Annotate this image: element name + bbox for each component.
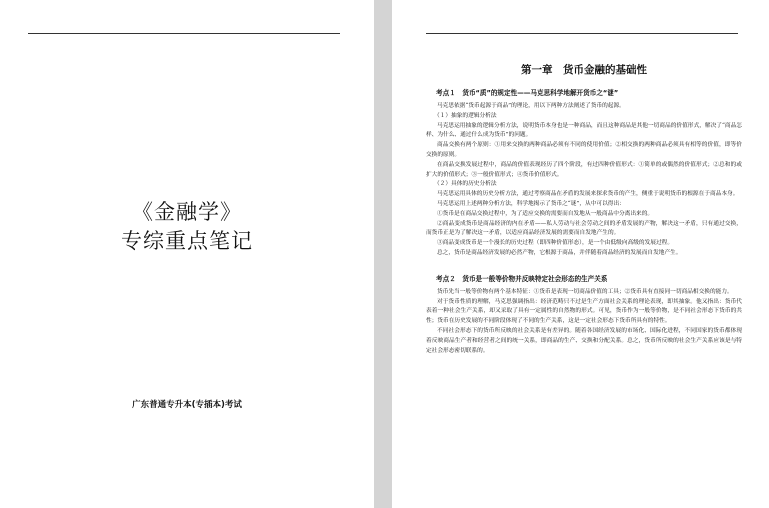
page-body	[426, 62, 742, 356]
cover-page	[0, 0, 374, 508]
cover-subtitle: 广东普通专升本(专插本)考试	[132, 400, 242, 410]
paragraph: ①货币是在商品交换过程中，为了适应交换的需要而自发地从一般商品中分离出来的。	[437, 210, 654, 217]
paragraph: ③商品变成货币是一个漫长的历史过程（即四种价值形态），是一个由低级向高级的发展过程。	[437, 240, 674, 247]
paragraph: 马克思运用上述两种分析方法，科学地揭示了货币之“谜”，从中可以得出：	[437, 200, 625, 207]
paragraph: 马克思依据“货币起源于商品”的理论，用以下两种方法阐述了货币的起源。	[437, 103, 625, 109]
header-rule	[28, 33, 340, 34]
section-heading: 考点１ 货币“质”的规定性——马克思科学地解开货币之“谜”	[436, 89, 619, 97]
section-heading: 考点２ 货币是一般等价物并反映特定社会形态的生产关系	[436, 274, 608, 283]
paragraph: 对于货币性质的理解，马克思强调指出：经济范畴只不过是生产方面社会关系的理论表现，即其抽象。他又指出：货币代表着一种社会生产关系，却又采取了具有一定属性的自然物的形式。可见，货币作为一般等价物，是不同社会形态下货币的共性；货币在历史发展的不同阶段体现了不同的生产关系，这是一定社会形态下货币所具有的特性。	[426, 298, 742, 325]
header-rule	[426, 33, 738, 34]
cover-title-line2: 专综重点笔记	[121, 229, 253, 253]
paragraph: 商品交换有两个原则：①用来交换的两种商品必须有不同的使用价值；②相交换的两种商品必须具有相等的价值，即等价交换的原则。	[426, 142, 742, 158]
paragraph: 不同社会形态下的货币所反映的社会关系是有差异的。随着各国经济发展的市场化、国际化进程，不同国家的货币都体现着反映商品生产者和经营者之间的统一关系，即商品的生产、交换和分配关系。总之，货币所反映的社会生产关系应该是与特定社会形态密切联系的。	[426, 327, 742, 354]
cover-title-line1: 《金融学》	[132, 200, 242, 224]
paragraph: （２）具体的历史分析法	[434, 181, 497, 188]
paragraph: （１）抽象的逻辑分析法	[434, 112, 497, 119]
chapter-title: 第一章 货币金融的基础性	[521, 64, 647, 76]
paragraph: 马克思运用抽象的逻辑分析方法，说明货币本身也是一种商品，而且这种商品是其他一切商品的价值形式，解决了“商品怎样、为什么、通过什么成为货币”的问题。	[426, 122, 742, 139]
paragraph: 马克思运用具体的历史分析方法，通过考察商品在矛盾的发展来探求货币的产生，侧重于说明货币的根源在于商品本身。	[437, 191, 739, 198]
paragraph: 货币先当一般等价物有两个基本特征：①货币是表现一切商品价值的工具；②货币具有直接同一切商品相交换的能力。	[437, 288, 733, 295]
content-page	[392, 0, 769, 508]
paragraph: 在商品交换发展过程中，商品的价值表现经历了四个阶段，有过四种价值形式：①简单的或偶然的价值形式；②总和的或扩大的价值形式；③一般价值形式；④货币价值形式。	[426, 161, 742, 178]
paragraph: ②商品变成货币是商品经济的内在矛盾——私人劳动与社会劳动之间的矛盾发展的产物，解决这一矛盾，只有通过交换，而货币正是为了解决这一矛盾，以适应商品经济发展的需要而自发地产生的。	[426, 220, 742, 237]
paragraph: 总之，货币是商品经济发展的必然产物，它根源于商品，并伴随着商品经济的发展而自发地产生。	[437, 249, 682, 256]
